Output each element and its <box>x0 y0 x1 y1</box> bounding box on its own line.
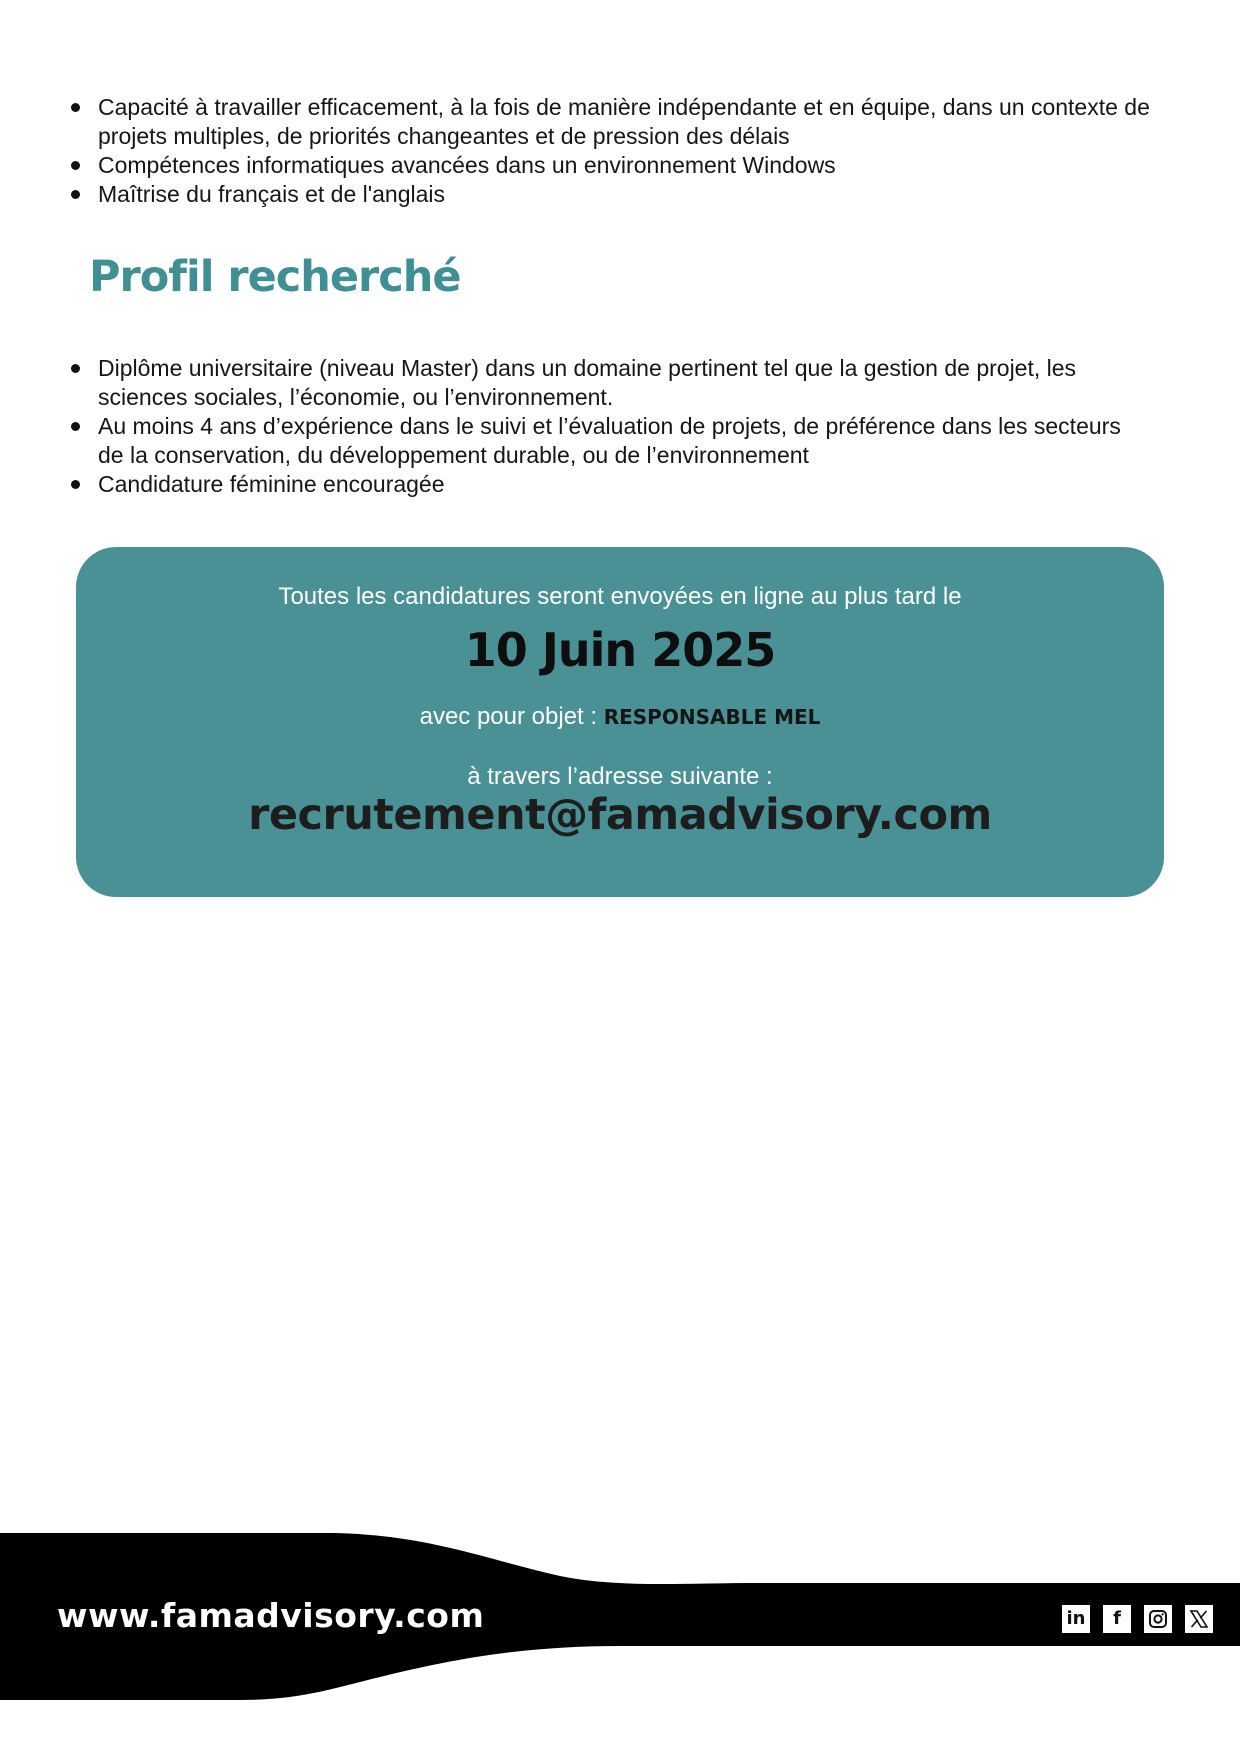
application-intro: Toutes les candidatures seront envoyées en ligne au plus tard le <box>278 583 962 610</box>
list-item: Compétences informatiques avancées dans un environnement Windows <box>70 151 1150 180</box>
section-title-profile: Profil recherché <box>89 252 461 302</box>
social-links <box>1062 1605 1213 1633</box>
list-item: Capacité à travailler efficacement, à la fois de manière indépendante et en équipe, dans un contexte de projets multiples, de priorités changeantes et de pression des délais <box>70 93 1150 151</box>
x-icon[interactable] <box>1185 1605 1213 1633</box>
list-item: Candidature féminine encouragée <box>70 470 1150 499</box>
application-email-link[interactable]: recrutement@famadvisory.com <box>248 790 992 840</box>
profile-list <box>70 354 1150 499</box>
facebook-label: f <box>1113 1608 1121 1629</box>
facebook-icon[interactable] <box>1103 1605 1131 1633</box>
subject-value: RESPONSABLE MEL <box>603 705 821 729</box>
list-item: Diplôme universitaire (niveau Master) dans un domaine pertinent tel que la gestion de projet, les sciences sociales, l’économie, ou l’environnement. <box>70 354 1150 412</box>
subject-prefix: avec pour objet : <box>419 703 604 730</box>
instagram-icon[interactable] <box>1144 1605 1172 1633</box>
address-intro: à travers l’adresse suivante : <box>467 763 773 790</box>
requirements-list <box>70 93 1150 209</box>
deadline-date: 10 Juin 2025 <box>464 623 776 677</box>
list-item: Au moins 4 ans d’expérience dans le suivi et l’évaluation de projets, de préférence dans les secteurs de la conservation, du développement durable, ou de l’environnement <box>70 412 1150 470</box>
footer-website-link[interactable]: www.famadvisory.com <box>57 1596 485 1635</box>
linkedin-label: in <box>1066 1608 1086 1629</box>
application-box <box>76 547 1164 897</box>
subject-line <box>76 703 1164 731</box>
list-item: Maîtrise du français et de l'anglais <box>70 180 1150 209</box>
linkedin-icon[interactable] <box>1062 1605 1090 1633</box>
